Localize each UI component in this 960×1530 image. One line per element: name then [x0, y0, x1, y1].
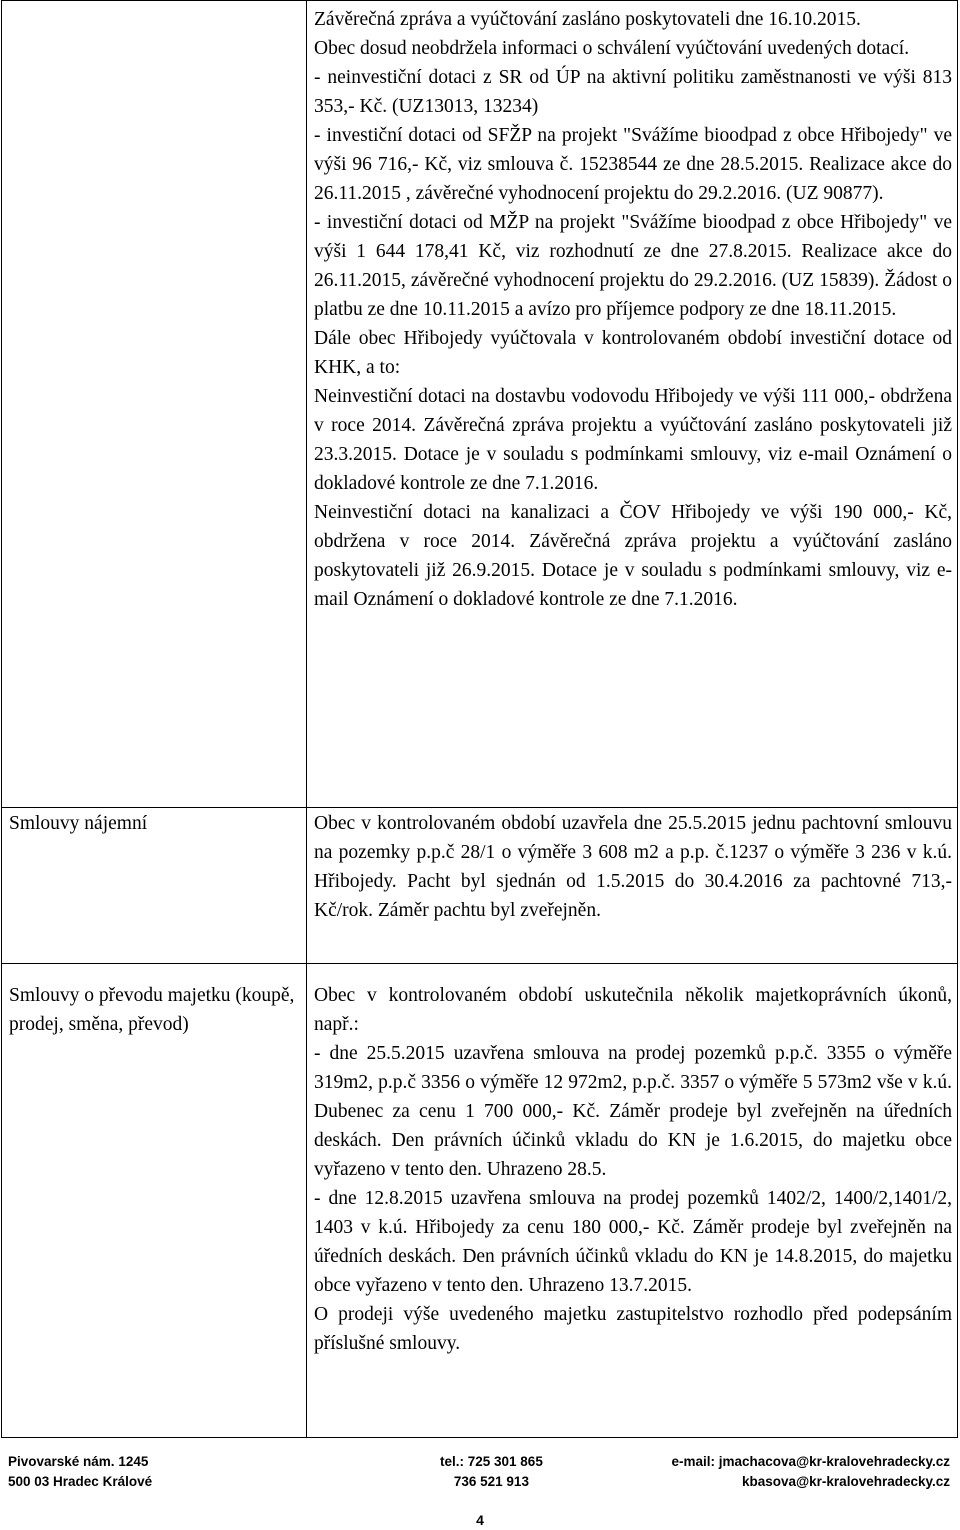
- footer-address-line: Pivovarské nám. 1245: [8, 1454, 149, 1469]
- paragraph: - investiční dotaci od MŽP na projekt "Svážíme bioodpad z obce Hřibojedy" ve výši 1 644 178,41 Kč, viz rozhodnutí ze dne 27.8.2015. Realizace akce do 26.11.2015, závěrečné vyhodnocení projektu do 29.2.2016. (UZ 15839). Žádost o platbu ze dne 10.11.2015 a avízo pro příjemce podpory ze dne 18.11.2015.: [314, 212, 952, 320]
- footer-email-line: kbasova@kr-kralovehradecky.cz: [741, 1474, 950, 1489]
- paragraph: O prodeji výše uvedeného majetku zastupitelstvo rozhodlo před podepsáním příslušné smlouvy.: [314, 1304, 952, 1354]
- footer-phone-line: tel.: 725 301 865: [440, 1454, 543, 1469]
- paragraph: Neinvestiční dotaci na dostavbu vodovodu Hřibojedy ve výši 111 000,- obdržena v roce 2014. Závěrečná zpráva projektu a vyúčtování zasláno poskytovateli již 23.3.2015. Dotace je v souladu s podmínkami smlouvy, viz e-mail Oznámení o dokladové kontrole ze dne 7.1.2016.: [314, 386, 952, 494]
- property-transfer-cell: [314, 981, 952, 1358]
- paragraph: - investiční dotaci od SFŽP na projekt "Svážíme bioodpad z obce Hřibojedy" ve výši 96 716,- Kč, viz smlouva č. 15238544 ze dne 28.5.2015. Realizace akce do 26.11.2015 , závěrečné vyhodnocení projektu do 29.2.2016. (UZ 90877).: [314, 125, 952, 204]
- row-label-property-transfer: Smlouvy o převodu majetku (koupě, prodej, směna, převod): [9, 985, 295, 1035]
- paragraph: - neinvestiční dotaci z SR od ÚP na aktivní politiku zaměstnanosti ve výši 813 353,- Kč. (UZ13013, 13234): [314, 67, 952, 117]
- grants-cell: [314, 5, 952, 614]
- paragraph: Obec v kontrolovaném období uskutečnila několik majetkoprávních úkonů, např.:: [314, 985, 952, 1035]
- footer-phone: [440, 1452, 543, 1492]
- paragraph: Obec v kontrolovaném období uzavřela dne 25.5.2015 jednu pachtovní smlouvu na pozemky p.p.č 28/1 o výměře 3 608 m2 a p.p. č.1237 o výměře 3 236 v k.ú. Hřibojedy. Pacht byl sjednán od 1.5.2015 do 30.4.2016 za pachtovné 713,- Kč/rok. Záměr pachtu byl zveřejněn.: [314, 813, 952, 921]
- footer-address-line: 500 03 Hradec Králové: [8, 1474, 153, 1489]
- paragraph: - dne 25.5.2015 uzavřena smlouva na prodej pozemků p.p.č. 3355 o výměře 319m2, p.p.č 3356 o výměře 12 972m2, p.p.č. 3357 o výměře 5 573m2 vše v k.ú. Dubenec za cenu 1 700 000,- Kč. Záměr prodeje byl zveřejněn na úředních deskách. Den právních účinků vkladu do KN je 1.6.2015, do majetku obce vyřazeno v tento den. Uhrazeno 28.5.: [314, 1043, 952, 1180]
- footer-email: [671, 1452, 950, 1492]
- page-footer: [0, 1452, 960, 1497]
- lease-contracts-cell: [314, 809, 952, 925]
- row-divider: [2, 807, 957, 808]
- row-label-lease-contracts: Smlouvy nájemní: [9, 813, 148, 834]
- page-number: 4: [476, 1512, 484, 1528]
- footer-address: [8, 1452, 152, 1492]
- paragraph: Neinvestiční dotaci na kanalizaci a ČOV Hřibojedy ve výši 190 000,- Kč, obdržena v roce 2014. Závěrečná zpráva projektu a vyúčtování zasláno poskytovateli již 26.9.2015. Dotace je v souladu s podmínkami smlouvy, viz e-mail Oznámení o dokladové kontrole ze dne 7.1.2016.: [314, 502, 952, 610]
- paragraph: Obec dosud neobdržela informaci o schválení vyúčtování uvedených dotací.: [314, 38, 910, 59]
- row-divider: [2, 963, 957, 964]
- paragraph: - dne 12.8.2015 uzavřena smlouva na prodej pozemků 1402/2, 1400/2,1401/2, 1403 v k.ú. Hřibojedy za cenu 180 000,- Kč. Záměr prodeje byl zveřejněn na úředních deskách. Den právních účinků vkladu do KN je 14.8.2015, do majetku obce vyřazeno v tento den. Uhrazeno 13.7.2015.: [314, 1188, 952, 1296]
- paragraph: Dále obec Hřibojedy vyúčtovala v kontrolovaném období investiční dotace od KHK, a to:: [314, 328, 952, 378]
- column-divider: [306, 1, 307, 1437]
- footer-phone-line: 736 521 913: [453, 1474, 529, 1489]
- document-table: [1, 0, 958, 1438]
- paragraph: Závěrečná zpráva a vyúčtování zasláno poskytovateli dne 16.10.2015.: [314, 9, 861, 30]
- footer-email-line: e-mail: jmachacova@kr-kralovehradecky.cz: [671, 1454, 950, 1469]
